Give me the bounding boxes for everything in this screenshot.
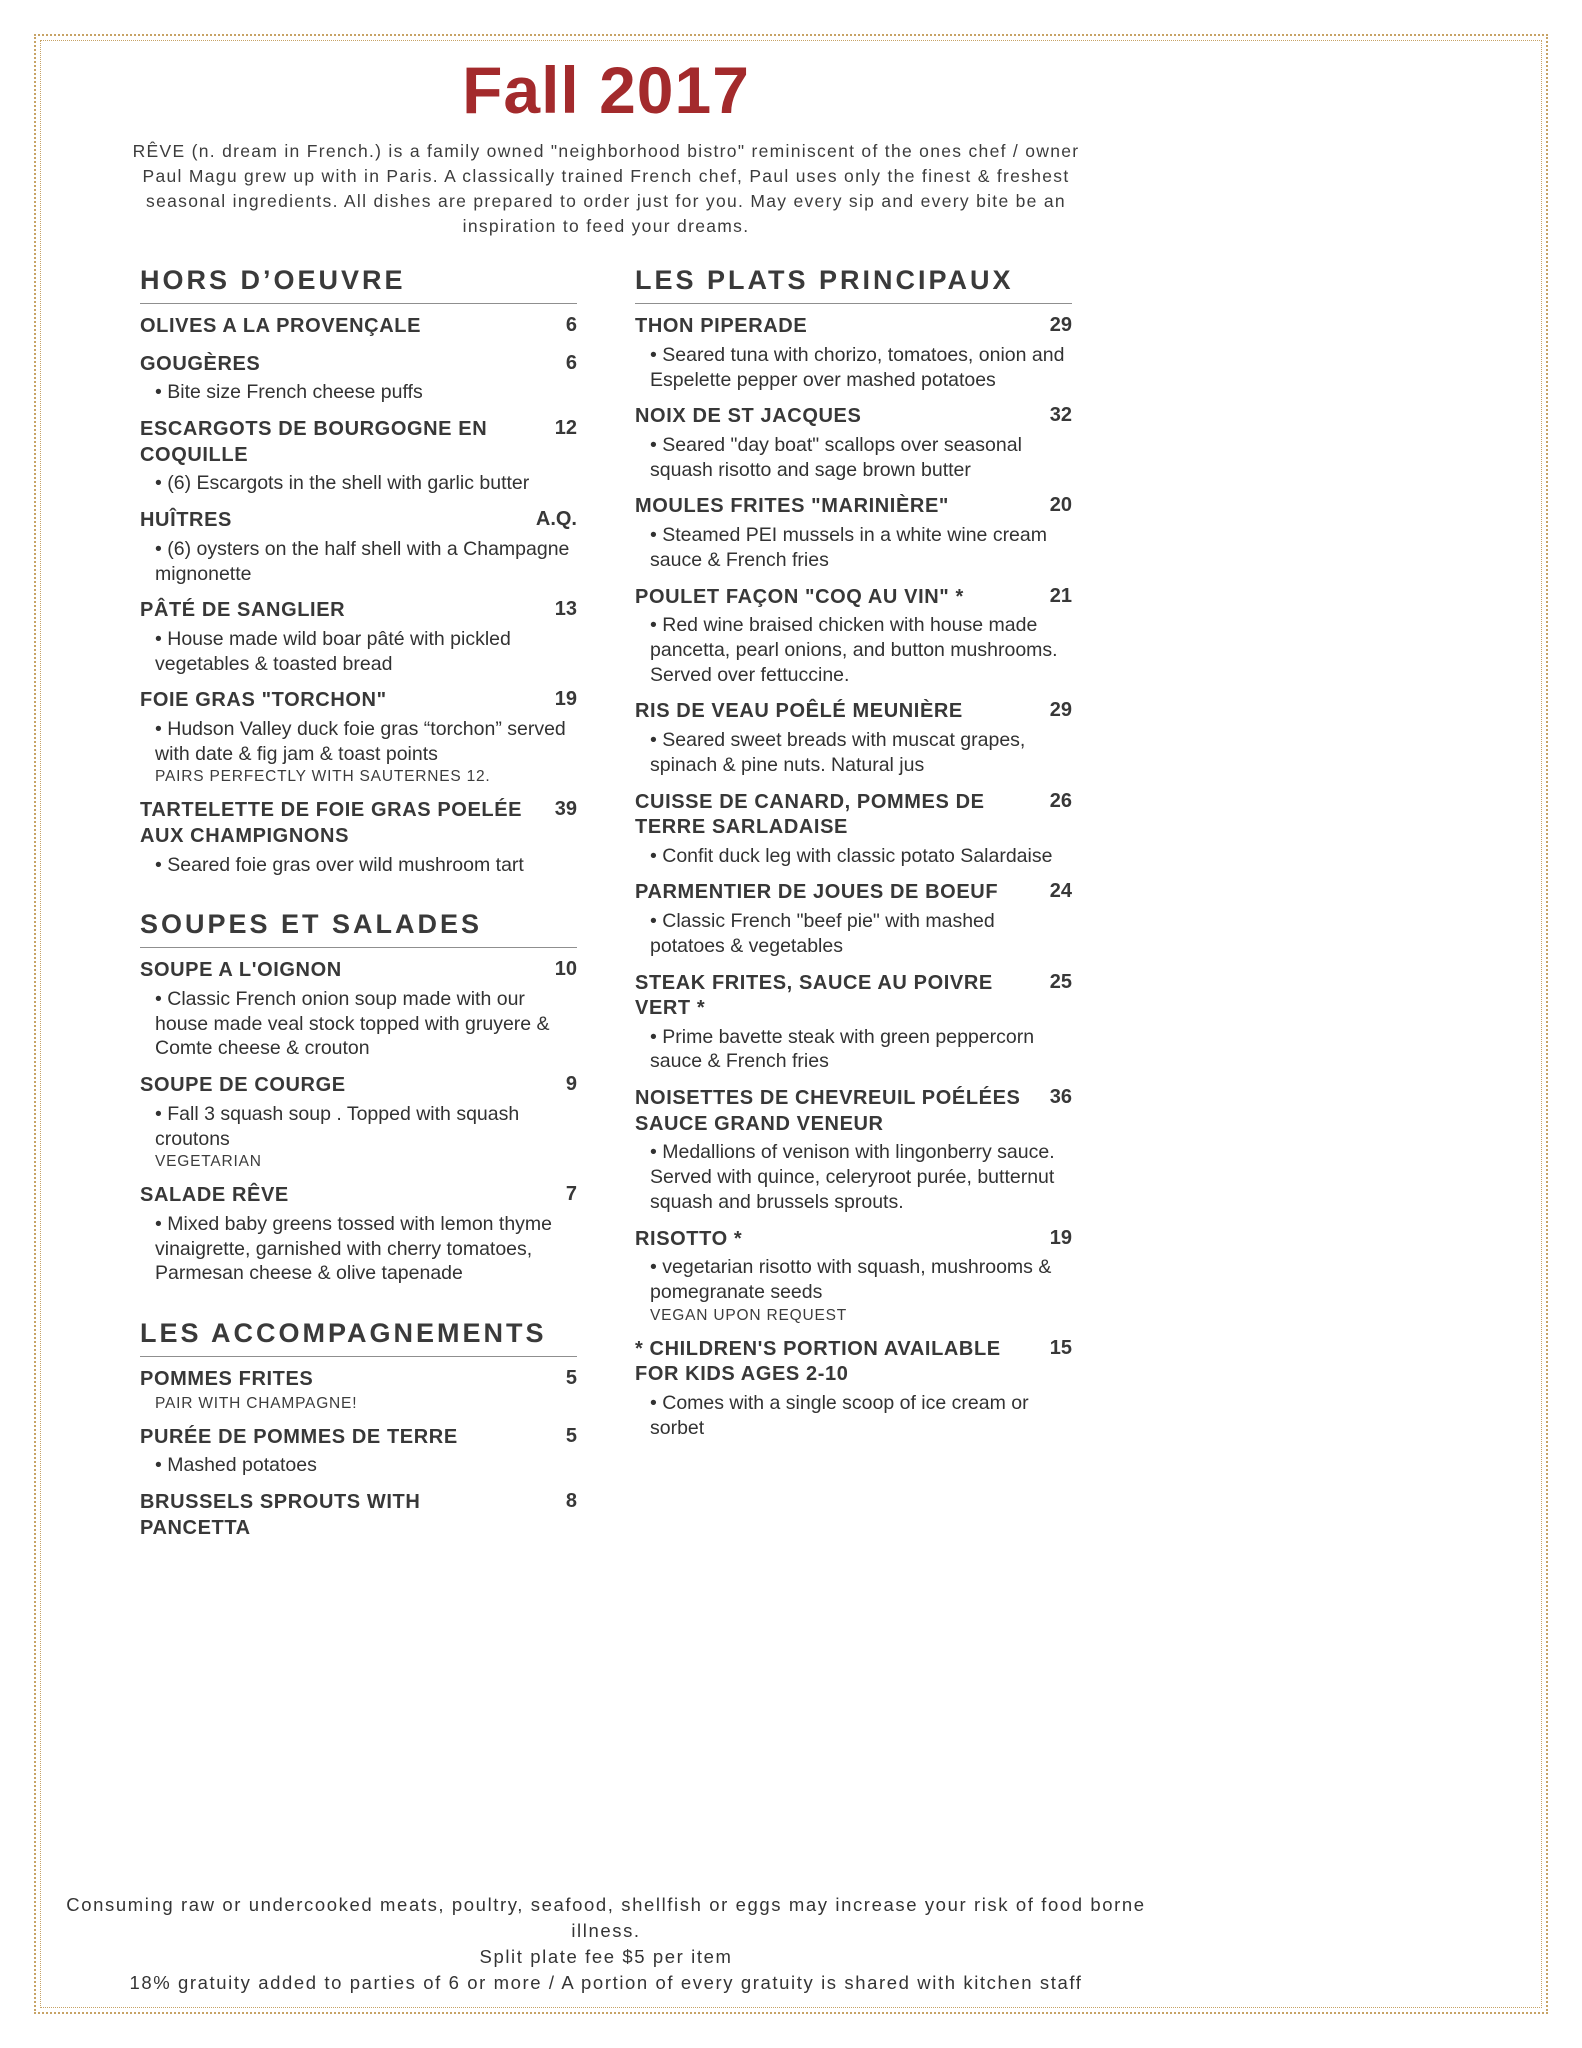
menu-item xyxy=(635,971,1072,1075)
item-description: • Medallions of venison with lingonberry sauce. Served with quince, celeryroot purée, butternut squash and brussels sprouts. xyxy=(635,1140,1072,1214)
footer-gratuity-note: 18% gratuity added to parties of 6 or more / A portion of every gratuity is shared with kitchen staff xyxy=(129,1972,1083,1993)
item-price: 6 xyxy=(565,351,577,374)
menu-content xyxy=(46,53,1166,1553)
item-price: 20 xyxy=(1049,494,1072,517)
item-header xyxy=(140,1367,577,1393)
item-header xyxy=(635,699,1072,725)
item-description: • Prime bavette steak with green peppercorn sauce & French fries xyxy=(635,1025,1072,1075)
menu-item xyxy=(140,598,577,676)
item-name: HUÎTRES xyxy=(140,509,232,532)
item-name: SOUPE A L'OIGNON xyxy=(140,959,342,982)
item-note: VEGAN UPON REQUEST xyxy=(650,1306,847,1324)
menu-item xyxy=(635,1337,1072,1441)
menu-item xyxy=(140,688,577,786)
item-description: • vegetarian risotto with squash, mushrooms & pomegranate seeds xyxy=(635,1255,1072,1305)
menu-columns xyxy=(140,265,1072,1553)
menu-item xyxy=(635,790,1072,869)
item-description: • Classic French "beef pie" with mashed potatoes & vegetables xyxy=(635,909,1072,959)
menu-section xyxy=(140,1318,577,1541)
item-header xyxy=(635,1337,1072,1388)
intro-text: RÊVE (n. dream in French.) is a family owned "neighborhood bistro" reminiscent of the ones chef / owner Paul Magu grew up with in Paris. A classically trained French chef, Paul uses only the finest & freshest seasonal ingredients. All dishes are prepared to order just for you. May every sip and every bite be an inspiration to feed your dreams. xyxy=(132,141,1080,237)
menu-column-right xyxy=(635,265,1072,1452)
item-header xyxy=(635,790,1072,841)
menu-item xyxy=(140,1183,577,1286)
item-price: 32 xyxy=(1049,404,1072,427)
section-title: SOUPES ET SALADES xyxy=(140,909,577,948)
menu-item xyxy=(140,1490,577,1541)
item-header xyxy=(635,1227,1072,1253)
item-price: 26 xyxy=(1049,789,1072,812)
item-description: • Seared foie gras over wild mushroom tart xyxy=(140,853,577,878)
section-title: LES ACCOMPAGNEMENTS xyxy=(140,1318,577,1357)
menu-item xyxy=(635,585,1072,688)
item-note: PAIR WITH CHAMPAGNE! xyxy=(155,1394,358,1412)
menu-item xyxy=(635,699,1072,777)
item-price: 36 xyxy=(1049,1086,1072,1109)
item-description: • Hudson Valley duck foie gras “torchon” served with date & fig jam & toast points xyxy=(140,717,577,767)
menu-item xyxy=(635,1227,1072,1325)
item-name: OLIVES A LA PROVENÇALE xyxy=(140,315,422,338)
item-name: NOISETTES DE CHEVREUIL POÉLÉES SAUCE GRAND VENEUR xyxy=(635,1087,1021,1135)
menu-section xyxy=(635,265,1072,1440)
item-description: • House made wild boar pâté with pickled vegetables & toasted bread xyxy=(140,627,577,677)
item-price: 10 xyxy=(554,958,577,981)
item-price: 19 xyxy=(1049,1226,1072,1249)
item-header xyxy=(140,1425,577,1451)
item-description: • Steamed PEI mussels in a white wine cream sauce & French fries xyxy=(635,523,1072,573)
menu-section xyxy=(140,265,577,877)
menu-item xyxy=(635,880,1072,958)
item-description: • Mashed potatoes xyxy=(140,1453,577,1478)
item-name: PURÉE DE POMMES DE TERRE xyxy=(140,1425,458,1448)
footer-disclaimer: Consuming raw or undercooked meats, poultry, seafood, shellfish or eggs may increase your risk of food borne illness. xyxy=(66,1894,1146,1941)
item-name: THON PIPERADE xyxy=(635,315,808,338)
item-description: • Bite size French cheese puffs xyxy=(140,380,577,405)
menu-item xyxy=(635,314,1072,392)
item-description: • Red wine braised chicken with house made pancetta, pearl onions, and button mushrooms. Served over fettuccine. xyxy=(635,613,1072,687)
item-price: 29 xyxy=(1049,314,1072,337)
item-note: VEGETARIAN xyxy=(155,1153,262,1171)
item-price: 21 xyxy=(1049,584,1072,607)
item-header xyxy=(140,798,577,849)
item-description: • Fall 3 squash soup . Topped with squash croutons xyxy=(140,1102,577,1152)
item-header xyxy=(635,971,1072,1022)
item-description: • Classic French onion soup made with our house made veal stock topped with gruyere & Comte cheese & crouton xyxy=(140,987,577,1061)
item-name: * CHILDREN'S PORTION AVAILABLE FOR KIDS AGES 2-10 xyxy=(635,1337,1001,1386)
menu-item xyxy=(140,798,577,877)
menu-item xyxy=(140,508,577,586)
item-price: 19 xyxy=(554,688,577,711)
item-header xyxy=(140,1490,577,1541)
item-header xyxy=(140,688,577,714)
section-title: HORS D’OEUVRE xyxy=(140,265,577,304)
item-name: BRUSSELS SPROUTS WITH PANCETTA xyxy=(140,1491,421,1539)
item-name: SOUPE DE COURGE xyxy=(140,1074,346,1097)
item-price: 39 xyxy=(554,798,577,821)
item-description: • Seared sweet breads with muscat grapes, spinach & pine nuts. Natural jus xyxy=(635,728,1072,778)
item-header xyxy=(140,958,577,984)
item-name: POMMES FRITES xyxy=(140,1368,314,1391)
item-header xyxy=(635,494,1072,520)
menu-item xyxy=(140,314,577,340)
menu-item xyxy=(140,1367,577,1413)
item-header xyxy=(140,352,577,378)
item-description: • Confit duck leg with classic potato Salardaise xyxy=(635,844,1072,869)
item-name: CUISSE DE CANARD, POMMES DE TERRE SARLADAISE xyxy=(635,790,985,839)
item-description: • (6) oysters on the half shell with a Champagne mignonette xyxy=(140,537,577,587)
item-header xyxy=(635,880,1072,906)
item-name: GOUGÈRES xyxy=(140,352,261,375)
item-note: PAIRS PERFECTLY WITH SAUTERNES 12. xyxy=(155,768,491,786)
item-price: 6 xyxy=(565,314,577,337)
item-header xyxy=(140,417,577,468)
item-name: RIS DE VEAU POÊLÉ MEUNIÈRE xyxy=(635,700,963,723)
item-name: RISOTTO * xyxy=(635,1227,743,1250)
menu-section xyxy=(140,909,577,1286)
menu-item xyxy=(140,1073,577,1171)
item-description: • Comes with a single scoop of ice cream or sorbet xyxy=(635,1391,1072,1441)
item-name: NOIX DE ST JACQUES xyxy=(635,405,862,428)
section-title: LES PLATS PRINCIPAUX xyxy=(635,265,1072,304)
item-description: • Seared tuna with chorizo, tomatoes, onion and Espelette pepper over mashed potatoes xyxy=(635,343,1072,393)
item-price: 24 xyxy=(1049,880,1072,903)
item-header xyxy=(140,1073,577,1099)
item-price: 29 xyxy=(1049,699,1072,722)
page-title: Fall 2017 xyxy=(462,53,750,127)
menu-item xyxy=(140,958,577,1061)
item-price: 25 xyxy=(1049,970,1072,993)
item-name: ESCARGOTS DE BOURGOGNE EN COQUILLE xyxy=(140,418,488,466)
item-name: PARMENTIER DE JOUES DE BOEUF xyxy=(635,881,999,904)
footer-split-plate-fee: Split plate fee $5 per item xyxy=(479,1946,733,1967)
menu-item xyxy=(635,404,1072,482)
item-name: MOULES FRITES "MARINIÈRE" xyxy=(635,495,949,518)
item-name: FOIE GRAS "TORCHON" xyxy=(140,689,387,712)
item-description: • Seared "day boat" scallops over seasonal squash risotto and sage brown butter xyxy=(635,433,1072,483)
item-price: 5 xyxy=(565,1424,577,1447)
item-name: SALADE RÊVE xyxy=(140,1184,289,1207)
menu-item xyxy=(635,1086,1072,1214)
item-header xyxy=(140,508,577,534)
item-header xyxy=(140,598,577,624)
menu-item xyxy=(140,417,577,496)
item-header xyxy=(635,585,1072,611)
item-header xyxy=(635,1086,1072,1137)
item-price: 13 xyxy=(554,598,577,621)
item-price: 7 xyxy=(565,1183,577,1206)
menu-item xyxy=(635,494,1072,572)
item-name: TARTELETTE DE FOIE GRAS POELÉE AUX CHAMPIGNONS xyxy=(140,799,523,848)
menu-column-left xyxy=(140,265,577,1553)
item-price: 12 xyxy=(554,417,577,440)
menu-item xyxy=(140,352,577,405)
item-description: • Mixed baby greens tossed with lemon thyme vinaigrette, garnished with cherry tomatoes, Parmesan cheese & olive tapenade xyxy=(140,1212,577,1286)
item-header xyxy=(635,314,1072,340)
item-price: 15 xyxy=(1049,1336,1072,1359)
item-header xyxy=(140,1183,577,1209)
item-name: STEAK FRITES, SAUCE AU POIVRE VERT * xyxy=(635,971,993,1020)
item-name: PÂTÉ DE SANGLIER xyxy=(140,599,346,622)
item-header xyxy=(140,314,577,340)
item-price: 9 xyxy=(565,1073,577,1096)
item-price: 5 xyxy=(565,1367,577,1390)
item-name: POULET FAÇON "COQ AU VIN" * xyxy=(635,585,964,608)
menu-item xyxy=(140,1425,577,1478)
item-header xyxy=(635,404,1072,430)
item-price: 8 xyxy=(565,1490,577,1513)
item-description: • (6) Escargots in the shell with garlic butter xyxy=(140,471,577,496)
item-price: A.Q. xyxy=(535,508,577,531)
footer xyxy=(46,1892,1166,1996)
